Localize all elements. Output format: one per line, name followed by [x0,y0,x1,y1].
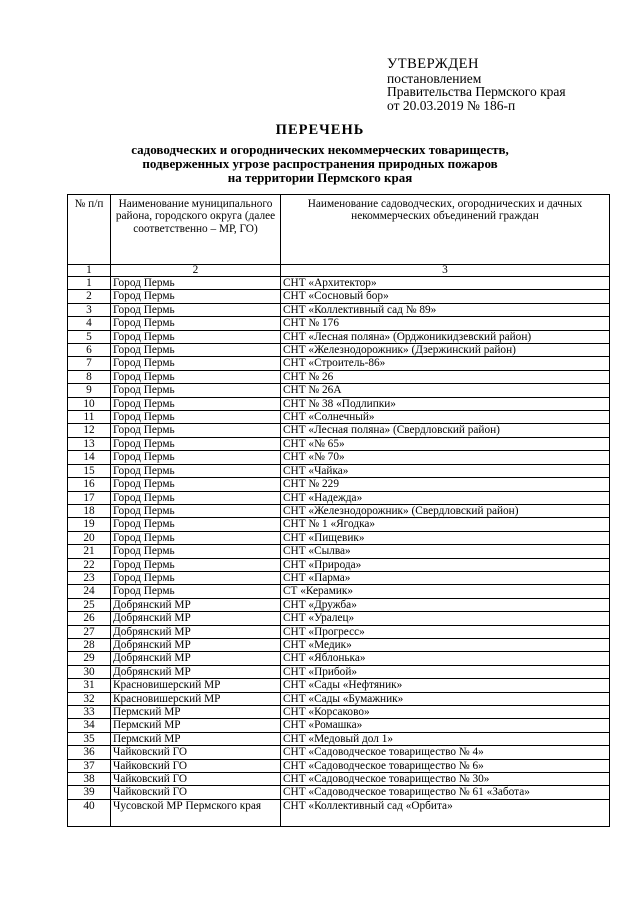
row-number: 20 [68,531,111,544]
row-district: Город Пермь [111,357,281,370]
approval-word: УТВЕРЖДЕН [387,56,479,72]
row-association-name: СНТ «Коллективный сад «Орбита» [281,799,610,826]
row-district: Чайковский ГО [111,773,281,786]
row-district: Город Пермь [111,370,281,383]
row-district: Добрянский МР [111,652,281,665]
row-district: Чайковский ГО [111,786,281,799]
row-association-name: СНТ «Строитель-86» [281,357,610,370]
table-row [68,545,610,558]
table-row [68,344,610,357]
row-district: Город Пермь [111,518,281,531]
row-association-name: СНТ «№ 65» [281,437,610,450]
row-district: Пермский МР [111,719,281,732]
table-row [68,598,610,611]
row-number: 6 [68,344,111,357]
row-association-name: СНТ «Садоводческое товарищество № 61 «Забота» [281,786,610,799]
row-association-name: СНТ «Сосновый бор» [281,290,610,303]
row-association-name: СНТ «Лесная поляна» (Свердловский район) [281,424,610,437]
row-number: 40 [68,799,111,826]
row-district: Город Пермь [111,397,281,410]
row-district: Город Пермь [111,344,281,357]
row-number: 30 [68,665,111,678]
column-number-3: 3 [281,265,610,277]
row-association-name: СНТ «Архитектор» [281,277,610,290]
row-number: 36 [68,746,111,759]
table-row [68,397,610,410]
table-row [68,411,610,424]
table-row [68,464,610,477]
row-number: 2 [68,290,111,303]
table-body [68,265,610,827]
row-association-name: СНТ № 176 [281,317,610,330]
row-district: Город Пермь [111,491,281,504]
row-number: 18 [68,504,111,517]
row-number: 15 [68,464,111,477]
table-row [68,585,610,598]
row-district: Город Пермь [111,451,281,464]
column-number-1: 1 [68,265,111,277]
table-row [68,625,610,638]
subtitle-line-3: на территории Пермского края [227,170,413,185]
row-number: 11 [68,411,111,424]
table-row [68,571,610,584]
header-association-name: Наименование садоводческих, огороднических и дачных некоммерческих объединений граждан [281,195,610,265]
table-row [68,424,610,437]
row-association-name: СНТ «Железнодорожник» (Свердловский район) [281,504,610,517]
table-row [68,773,610,786]
table-row [68,531,610,544]
row-district: Добрянский МР [111,612,281,625]
table-row [68,692,610,705]
table-row [68,518,610,531]
row-number: 16 [68,478,111,491]
row-number: 32 [68,692,111,705]
row-association-name: СТ «Керамик» [281,585,610,598]
row-association-name: СНТ «Дружба» [281,598,610,611]
row-number: 9 [68,384,111,397]
row-number: 13 [68,437,111,450]
row-district: Город Пермь [111,303,281,316]
row-district: Город Пермь [111,571,281,584]
table-row [68,679,610,692]
row-association-name: СНТ «Медик» [281,638,610,651]
table-row [68,638,610,651]
table-row [68,370,610,383]
row-district: Город Пермь [111,478,281,491]
row-district: Красновишерский МР [111,692,281,705]
table-row [68,330,610,343]
table-row [68,504,610,517]
row-number: 24 [68,585,111,598]
row-association-name: СНТ «Уралец» [281,612,610,625]
row-district: Пермский МР [111,706,281,719]
row-association-name: СНТ «Ромашка» [281,719,610,732]
row-association-name: СНТ «Чайка» [281,464,610,477]
row-association-name: СНТ «Сады «Нефтяник» [281,679,610,692]
table-row [68,317,610,330]
row-district: Город Пермь [111,317,281,330]
subtitle-line-1: садоводческих и огороднических некоммерческих товариществ, [131,142,509,157]
row-number: 21 [68,545,111,558]
column-number-2: 2 [111,265,281,277]
row-district: Чайковский ГО [111,746,281,759]
approval-line-4: от 20.03.2019 № 186-п [387,97,516,113]
row-district: Пермский МР [111,732,281,745]
table-row [68,652,610,665]
document-subtitle [80,143,560,185]
row-district: Город Пермь [111,545,281,558]
row-association-name: СНТ «Железнодорожник» (Дзержинский район) [281,344,610,357]
table-row [68,706,610,719]
subtitle-line-2: подверженных угрозе распространения природных пожаров [142,156,498,171]
row-district: Чайковский ГО [111,759,281,772]
table-header-row [68,195,610,265]
row-district: Город Пермь [111,464,281,477]
row-district: Город Пермь [111,411,281,424]
associations-table [67,194,610,827]
row-number: 27 [68,625,111,638]
table-row [68,491,610,504]
row-number: 22 [68,558,111,571]
column-number-row [68,265,610,277]
row-number: 7 [68,357,111,370]
row-district: Город Пермь [111,384,281,397]
row-number: 33 [68,706,111,719]
row-district: Город Пермь [111,585,281,598]
row-association-name: СНТ «Природа» [281,558,610,571]
row-number: 28 [68,638,111,651]
row-association-name: СНТ «Садоводческое товарищество № 4» [281,746,610,759]
row-district: Чусовской МР Пермского края [111,799,281,826]
row-number: 10 [68,397,111,410]
table-row [68,437,610,450]
table-row [68,746,610,759]
row-district: Город Пермь [111,290,281,303]
row-district: Город Пермь [111,330,281,343]
row-district: Добрянский МР [111,638,281,651]
row-association-name: СНТ «Парма» [281,571,610,584]
table-row [68,799,610,826]
row-number: 8 [68,370,111,383]
table-row [68,384,610,397]
row-number: 5 [68,330,111,343]
row-district: Добрянский МР [111,625,281,638]
row-district: Город Пермь [111,504,281,517]
row-number: 4 [68,317,111,330]
row-number: 39 [68,786,111,799]
table-row [68,451,610,464]
row-number: 26 [68,612,111,625]
header-district: Наименование муниципального района, городского округа (далее соответственно – МР, ГО) [111,195,281,265]
row-district: Красновишерский МР [111,679,281,692]
row-district: Город Пермь [111,558,281,571]
row-number: 12 [68,424,111,437]
row-association-name: СНТ «Садоводческое товарищество № 30» [281,773,610,786]
row-association-name: СНТ «Солнечный» [281,411,610,424]
table-row [68,290,610,303]
row-association-name: СНТ № 229 [281,478,610,491]
table-row [68,665,610,678]
row-association-name: СНТ № 26 [281,370,610,383]
approval-line-3: Правительства Пермского края [387,84,566,99]
table-row [68,303,610,316]
row-number: 19 [68,518,111,531]
row-number: 1 [68,277,111,290]
row-number: 17 [68,491,111,504]
table-row [68,558,610,571]
row-association-name: СНТ № 26А [281,384,610,397]
row-number: 37 [68,759,111,772]
table-row [68,478,610,491]
row-association-name: СНТ «Коллективный сад № 89» [281,303,610,316]
row-district: Добрянский МР [111,665,281,678]
row-association-name: СНТ «Лесная поляна» (Орджоникидзевский район) [281,330,610,343]
table-row [68,759,610,772]
row-district: Добрянский МР [111,598,281,611]
table-row [68,612,610,625]
document-title: ПЕРЕЧЕНЬ [275,122,365,138]
row-district: Город Пермь [111,437,281,450]
row-number: 23 [68,571,111,584]
row-association-name: СНТ № 1 «Ягодка» [281,518,610,531]
table-row [68,277,610,290]
row-association-name: СНТ «№ 70» [281,451,610,464]
row-association-name: СНТ «Садоводческое товарищество № 6» [281,759,610,772]
row-association-name: СНТ «Надежда» [281,491,610,504]
row-association-name: СНТ «Пищевик» [281,531,610,544]
row-number: 3 [68,303,111,316]
row-district: Город Пермь [111,277,281,290]
row-number: 34 [68,719,111,732]
table-row [68,357,610,370]
row-association-name: СНТ № 38 «Подлипки» [281,397,610,410]
row-association-name: СНТ «Сылва» [281,545,610,558]
table-row [68,732,610,745]
row-district: Город Пермь [111,424,281,437]
row-association-name: СНТ «Прогресс» [281,625,610,638]
table-row [68,719,610,732]
row-number: 29 [68,652,111,665]
row-association-name: СНТ «Прибой» [281,665,610,678]
row-district: Город Пермь [111,531,281,544]
row-number: 35 [68,732,111,745]
row-number: 14 [68,451,111,464]
row-association-name: СНТ «Корсаково» [281,706,610,719]
row-association-name: СНТ «Яблонька» [281,652,610,665]
header-number: № п/п [68,195,111,265]
table-row [68,786,610,799]
row-association-name: СНТ «Сады «Бумажник» [281,692,610,705]
row-number: 25 [68,598,111,611]
row-number: 38 [68,773,111,786]
approval-block [387,58,566,112]
row-association-name: СНТ «Медовый дол 1» [281,732,610,745]
approval-line-2: постановлением [387,70,482,86]
row-number: 31 [68,679,111,692]
